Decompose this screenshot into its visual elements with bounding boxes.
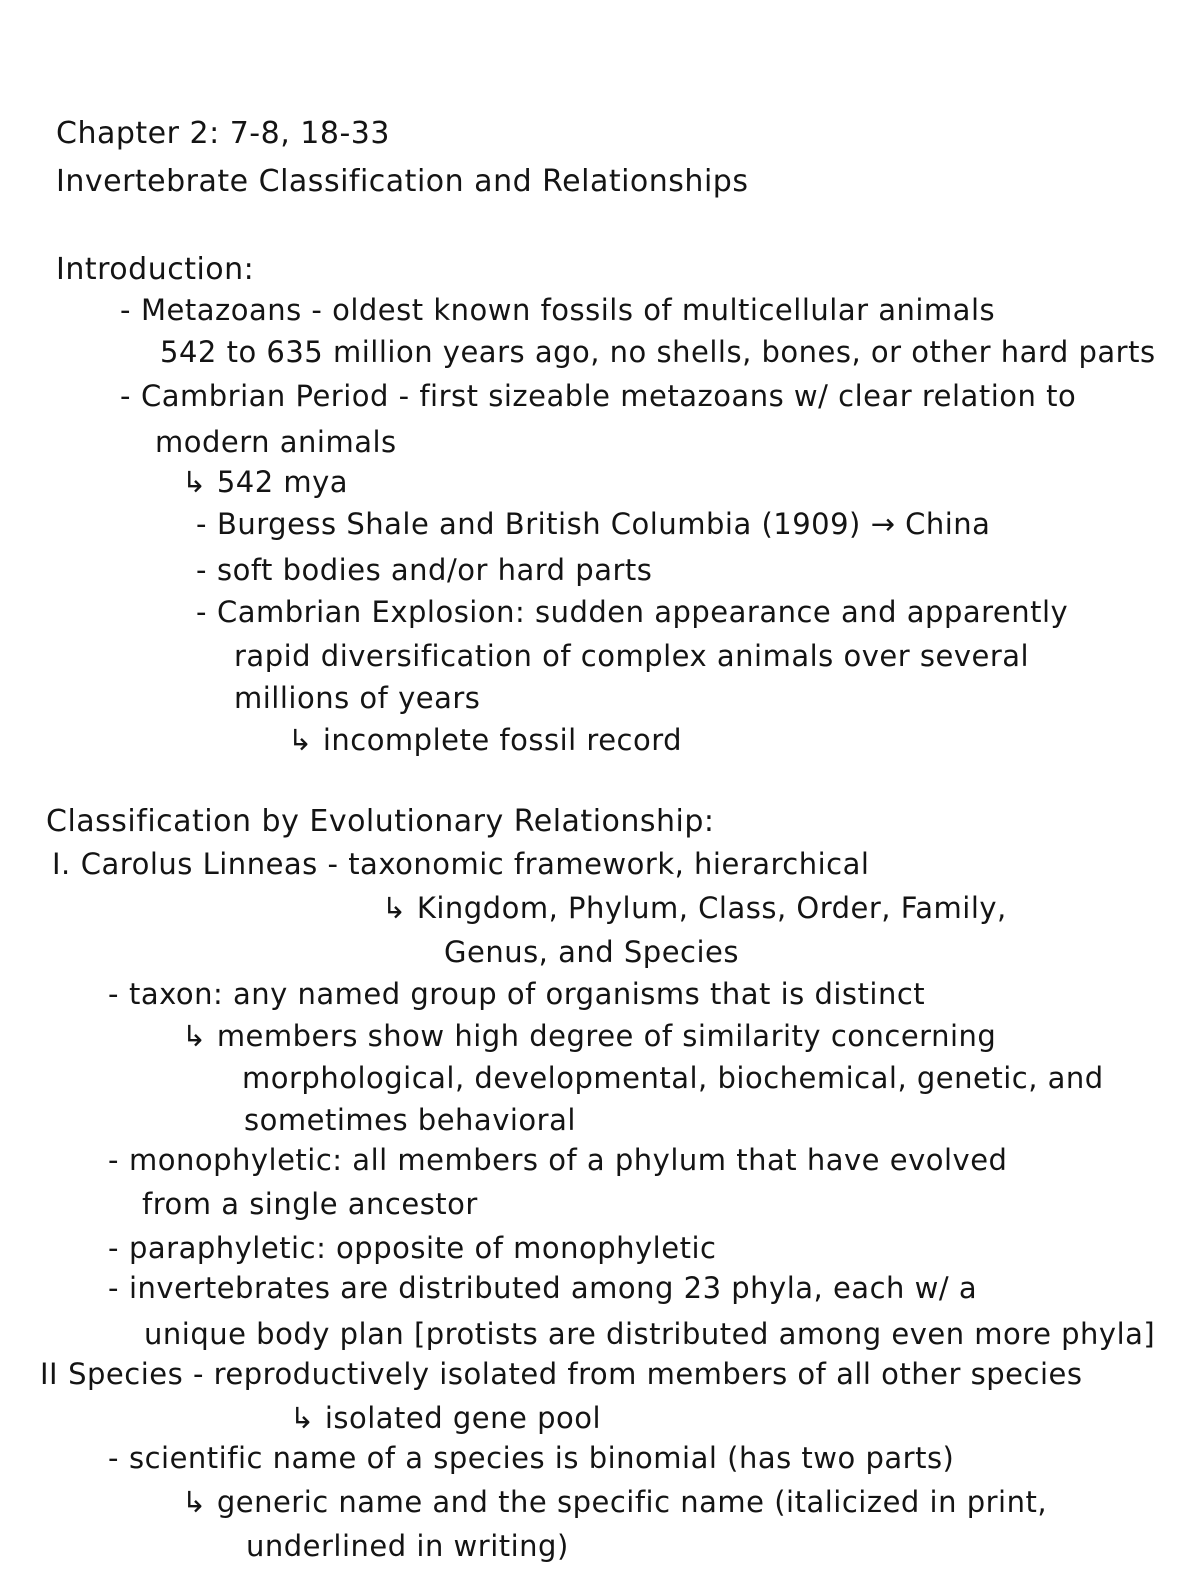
dash-bullet: -	[108, 1271, 119, 1305]
classification-text: Species - reproductively isolated from members of all other species	[68, 1357, 1083, 1391]
classification-heading: Classification by Evolutionary Relationship:	[46, 804, 715, 839]
classification-line	[182, 1018, 996, 1054]
intro-text: 542 mya	[216, 465, 349, 499]
classification-line	[40, 1356, 1082, 1392]
intro-line	[196, 506, 990, 542]
dash-bullet: -	[196, 595, 207, 629]
dash-bullet: -	[196, 507, 207, 541]
arrow-bullet: ↳	[382, 891, 407, 925]
page-title: Invertebrate Classification and Relationships	[56, 164, 749, 199]
dash-bullet: -	[196, 553, 207, 587]
intro-line	[120, 378, 1076, 414]
dash-bullet: -	[108, 1441, 119, 1475]
classification-text: monophyletic: all members of a phylum that have evolved	[128, 1143, 1008, 1177]
arrow-bullet: ↳	[182, 465, 207, 499]
intro-text: Burgess Shale and British Columbia (1909) → China	[216, 507, 991, 541]
intro-line	[182, 464, 348, 500]
classification-text: Kingdom, Phylum, Class, Order, Family,	[416, 891, 1007, 925]
classification-line	[290, 1400, 601, 1436]
intro-text: soft bodies and/or hard parts	[216, 553, 653, 587]
classification-line: morphological, developmental, biochemical, genetic, and	[242, 1061, 1104, 1095]
classification-text: Carolus Linneas - taxonomic framework, hierarchical	[80, 847, 870, 881]
arrow-bullet: ↳	[288, 723, 313, 757]
intro-line: millions of years	[234, 681, 481, 715]
intro-line: rapid diversification of complex animals over several	[234, 639, 1030, 673]
arrow-bullet: ↳	[182, 1019, 207, 1053]
intro-text: incomplete fossil record	[322, 723, 683, 757]
classification-text: paraphyletic: opposite of monophyletic	[128, 1231, 717, 1265]
dash-bullet: -	[120, 293, 131, 327]
classification-line	[182, 1484, 1047, 1520]
arrow-bullet: ↳	[182, 1485, 207, 1519]
classification-text: members show high degree of similarity concerning	[216, 1019, 997, 1053]
classification-line: sometimes behavioral	[244, 1103, 576, 1137]
classification-line: from a single ancestor	[142, 1187, 478, 1221]
intro-line	[120, 292, 995, 328]
classification-line: unique body plan [protists are distributed among even more phyla]	[144, 1317, 1156, 1351]
intro-line: modern animals	[155, 425, 397, 459]
classification-line	[382, 890, 1007, 926]
intro-line: 542 to 635 million years ago, no shells, bones, or other hard parts	[160, 335, 1156, 369]
arrow-bullet: ↳	[290, 1401, 315, 1435]
intro-line	[196, 594, 1068, 630]
classification-text: scientific name of a species is binomial (has two parts)	[128, 1441, 955, 1475]
classification-line	[108, 1142, 1007, 1178]
intro-line	[196, 552, 652, 588]
dash-bullet: -	[108, 1231, 119, 1265]
dash-bullet: -	[108, 977, 119, 1011]
dash-bullet: -	[108, 1143, 119, 1177]
dash-bullet: -	[120, 379, 131, 413]
classification-text: taxon: any named group of organisms that is distinct	[128, 977, 926, 1011]
classification-line: Genus, and Species	[444, 935, 740, 969]
intro-heading: Introduction:	[56, 252, 255, 287]
classification-text: invertebrates are distributed among 23 phyla, each w/ a	[128, 1271, 978, 1305]
classification-line	[108, 1270, 977, 1306]
classification-line: underlined in writing)	[246, 1529, 569, 1563]
chapter-reference: Chapter 2: 7-8, 18-33	[56, 116, 390, 151]
intro-text: Cambrian Explosion: sudden appearance and apparently	[216, 595, 1069, 629]
roman-numeral: II	[40, 1357, 59, 1391]
intro-text: Cambrian Period - first sizeable metazoans w/ clear relation to	[140, 379, 1077, 413]
classification-line	[52, 846, 869, 882]
classification-line	[108, 1230, 716, 1266]
roman-numeral: I.	[52, 847, 71, 881]
classification-text: isolated gene pool	[324, 1401, 602, 1435]
intro-text: Metazoans - oldest known fossils of multicellular animals	[140, 293, 996, 327]
classification-line	[108, 1440, 954, 1476]
classification-text: generic name and the specific name (italicized in print,	[216, 1485, 1048, 1519]
intro-line	[288, 722, 682, 758]
classification-line	[108, 976, 925, 1012]
